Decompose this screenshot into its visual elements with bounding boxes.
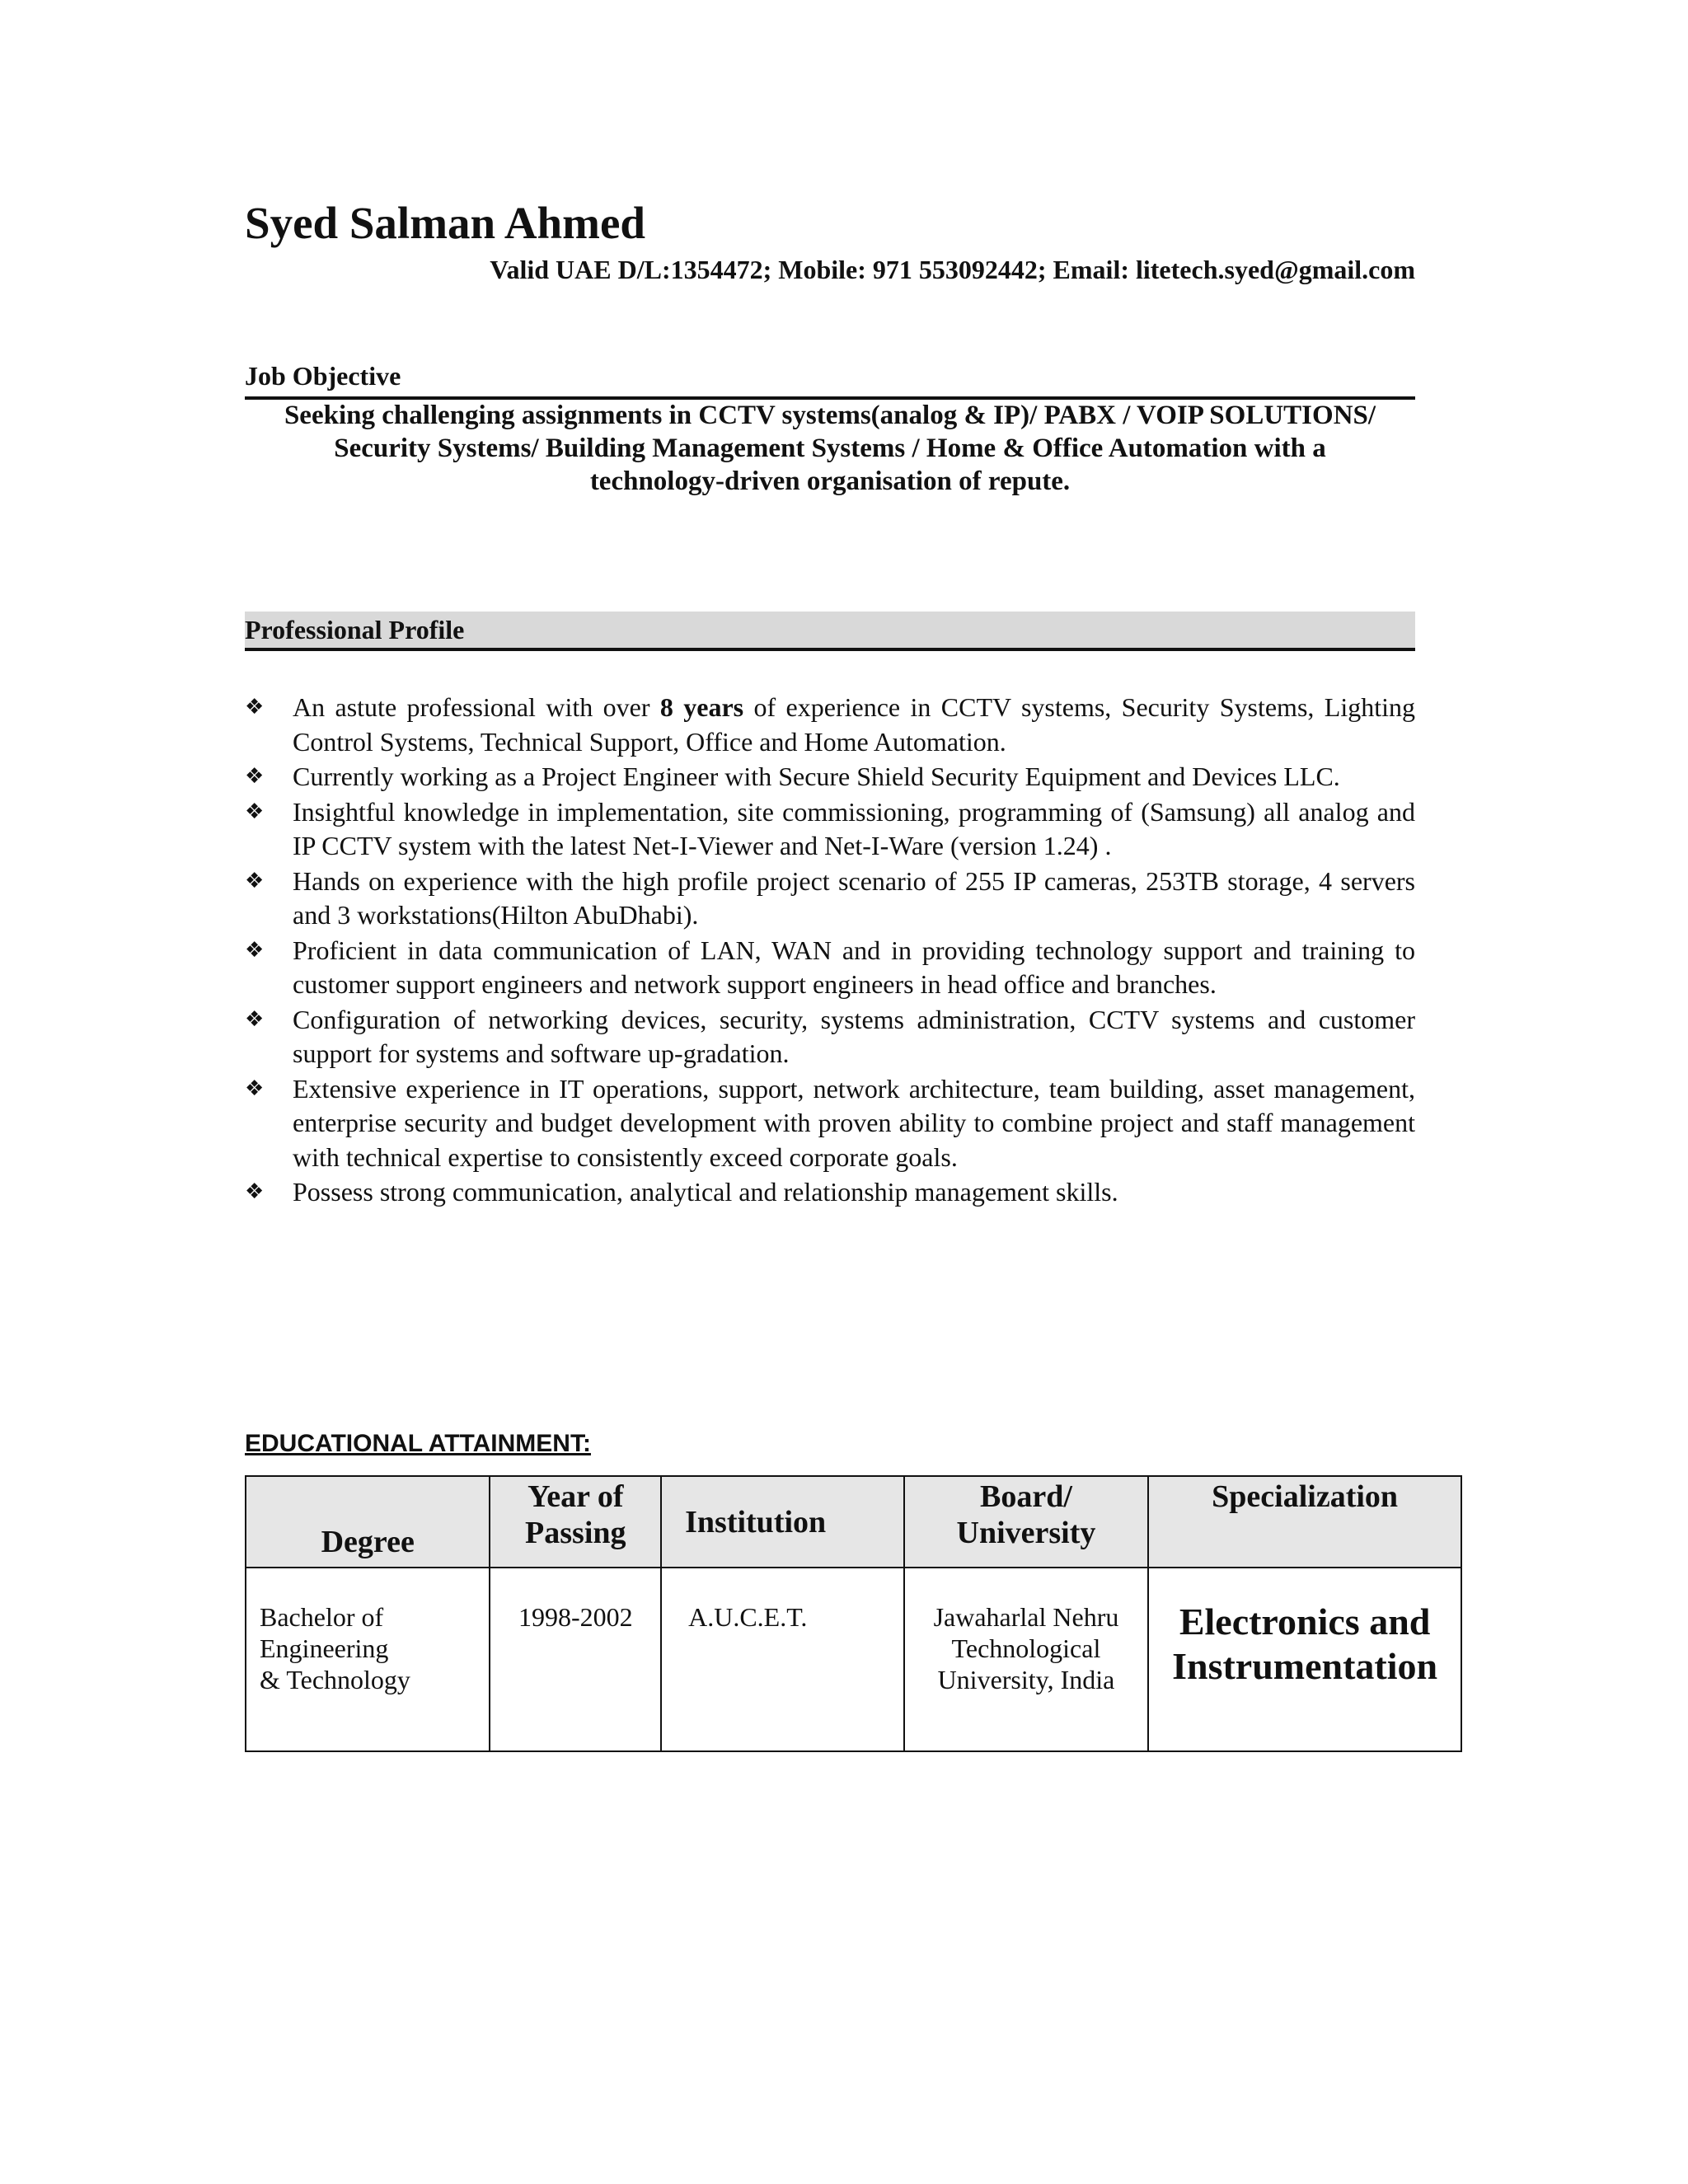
education-heading: EDUCATIONAL ATTAINMENT:: [245, 1430, 591, 1457]
diamond-bullet-icon: ❖: [245, 764, 265, 789]
objective-line: Seeking challenging assignments in CCTV systems(analog & IP)/ PABX / VOIP SOLUTIONS/: [284, 401, 1376, 430]
column-header-institution: Institution: [661, 1476, 904, 1568]
experience-years: 8 years: [659, 692, 744, 722]
profile-item: ❖ Proficient in data communication of LAN, WAN and in providing technology support and training to customer support engineers and network support engineers in head office and branches.: [245, 935, 1415, 999]
column-header-board: Board/ University: [904, 1476, 1149, 1568]
diamond-bullet-icon: ❖: [245, 1076, 265, 1101]
professional-profile-heading: Professional Profile: [245, 612, 1415, 651]
cell-board: Jawaharlal Nehru Technological University, India: [904, 1568, 1149, 1751]
profile-item: ❖ Currently working as a Project Engineer with Secure Shield Security Equipment and Devices LLC.: [245, 760, 1415, 794]
table-row: [246, 1568, 1461, 1751]
objective-line: technology-driven organisation of repute.: [589, 466, 1071, 496]
column-header-year: Year of Passing: [490, 1476, 661, 1568]
cell-institution: A.U.C.E.T.: [661, 1568, 904, 1751]
column-header-degree: Degree: [246, 1476, 490, 1568]
profile-item: ❖ Insightful knowledge in implementation, site commissioning, programming of (Samsung) all analog and IP CCTV system with the latest Net-I-Viewer and Net-I-Ware (version 1.24) .: [245, 796, 1415, 860]
cell-year: 1998-2002: [490, 1568, 661, 1751]
candidate-name: Syed Salman Ahmed: [245, 198, 645, 248]
table-header-row: [246, 1476, 1461, 1568]
profile-item: ❖ An astute professional with over 8 years of experience in CCTV systems, Security Systems, Lighting Control Systems, Technical Support, Office and Home Automation.: [245, 692, 1415, 757]
contact-details: Valid UAE D/L:1354472; Mobile: 971 553092442; Email: litetech.syed@gmail.com: [490, 255, 1415, 284]
diamond-bullet-icon: ❖: [245, 1006, 265, 1032]
diamond-bullet-icon: ❖: [245, 868, 265, 893]
diamond-bullet-icon: ❖: [245, 937, 265, 963]
objective-line: Security Systems/ Building Management Systems / Home & Office Automation with a: [334, 434, 1326, 463]
profile-list: [245, 691, 1415, 1211]
profile-item: ❖ Hands on experience with the high profile project scenario of 255 IP cameras, 253TB storage, 4 servers and 3 workstations(Hilton AbuDhabi).: [245, 865, 1415, 930]
cell-specialization: Electronics and Instrumentation: [1148, 1568, 1461, 1751]
cell-degree: Bachelor of Engineering & Technology: [246, 1568, 490, 1751]
job-objective-text: [245, 399, 1415, 498]
job-objective-heading: Job Objective: [245, 359, 1415, 400]
diamond-bullet-icon: ❖: [245, 695, 265, 719]
education-table: [245, 1475, 1462, 1752]
profile-item: ❖ Configuration of networking devices, security, systems administration, CCTV systems and customer support for systems and software up-gradation.: [245, 1004, 1415, 1068]
diamond-bullet-icon: ❖: [245, 799, 265, 824]
profile-item: ❖ Extensive experience in IT operations, support, network architecture, team building, asset management, enterprise security and budget development with proven ability to combine project and staff management with technical expertise to consistently exceed corporate goals.: [245, 1073, 1415, 1172]
profile-item: ❖ Possess strong communication, analytical and relationship management skills.: [245, 1175, 1415, 1210]
column-header-specialization: Specialization: [1148, 1476, 1461, 1568]
diamond-bullet-icon: ❖: [245, 1179, 265, 1204]
